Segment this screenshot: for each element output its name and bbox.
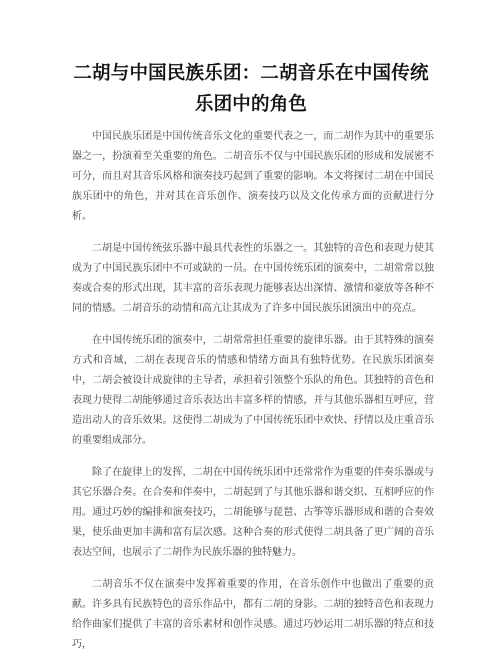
paragraph-intro: 中国民族乐团是中国传统音乐文化的重要代表之一，而二胡作为其中的重要乐器之一，扮演着至关重要的角色。二胡音乐不仅与中国民族乐团的形成和发展密不可分，而且对其音乐风格和演奏技巧起到了重要的影响。本文将探讨二胡在中国民族乐团中的角色，并对其在音乐创作、演奏技巧以及文化传承方面的贡献进行分析。 [72,131,434,222]
paragraph-melody-role: 在中国传统乐团的演奏中，二胡常常担任重要的旋律乐器。由于其特殊的演奏方式和音域，二胡在表现音乐的情感和情绪方面具有独特优势。在民族乐团演奏中，二胡会被设计成旋律的主导者，承担着引领整个乐队的角色。其独特的音色和表现力使得二胡能够通过音乐表达出丰富多样的情感，并与其他乐器相互呼应，营造出动人的音乐效果。这使得二胡成为了中国传统乐团中欢快、抒情以及庄重音乐的重要组成部分。 [72,335,434,446]
document-body [72,127,434,667]
document-title [0,58,502,120]
paragraph-erhu-representative: 二胡是中国传统弦乐器中最具代表性的乐器之一。其独特的音色和表现力使其成为了中国民族乐团中不可或缺的一员。在中国传统乐团的演奏中，二胡常常以独奏或合奏的形式出现，其丰富的音乐表现力能够表达出深情、激情和豪放等各种不同的情感。二胡音乐的动情和高亢让其成为了许多中国民族乐团演出中的亮点。 [72,243,434,314]
title-line-1: 二胡与中国民族乐团：二胡音乐在中国传统 [73,63,429,84]
paragraph-composition-contribution: 二胡音乐不仅在演奏中发挥着重要的作用，在音乐创作中也做出了重要的贡献。许多具有民族特色的音乐作品中，都有二胡的身影。二胡的独特音色和表现力给作曲家们提供了丰富的音乐素材和创作灵感。通过巧妙运用二胡乐器的特点和技巧， [72,579,434,650]
title-line-2: 乐团中的角色 [194,94,308,115]
paragraph-accompaniment-role: 除了在旋律上的发挥，二胡在中国传统乐团中还常常作为重要的伴奏乐器或与其它乐器合奏。在合奏和伴奏中，二胡起到了与其他乐器和谐交织、互相呼应的作用。通过巧妙的编排和演奏技巧，二胡能够与琵琶、古筝等乐器形成和谐的合奏效果，使乐曲更加丰满和富有层次感。这种合奏的形式使得二胡具备了更广阔的音乐表达空间，也展示了二胡作为民族乐器的独特魅力。 [72,467,434,558]
